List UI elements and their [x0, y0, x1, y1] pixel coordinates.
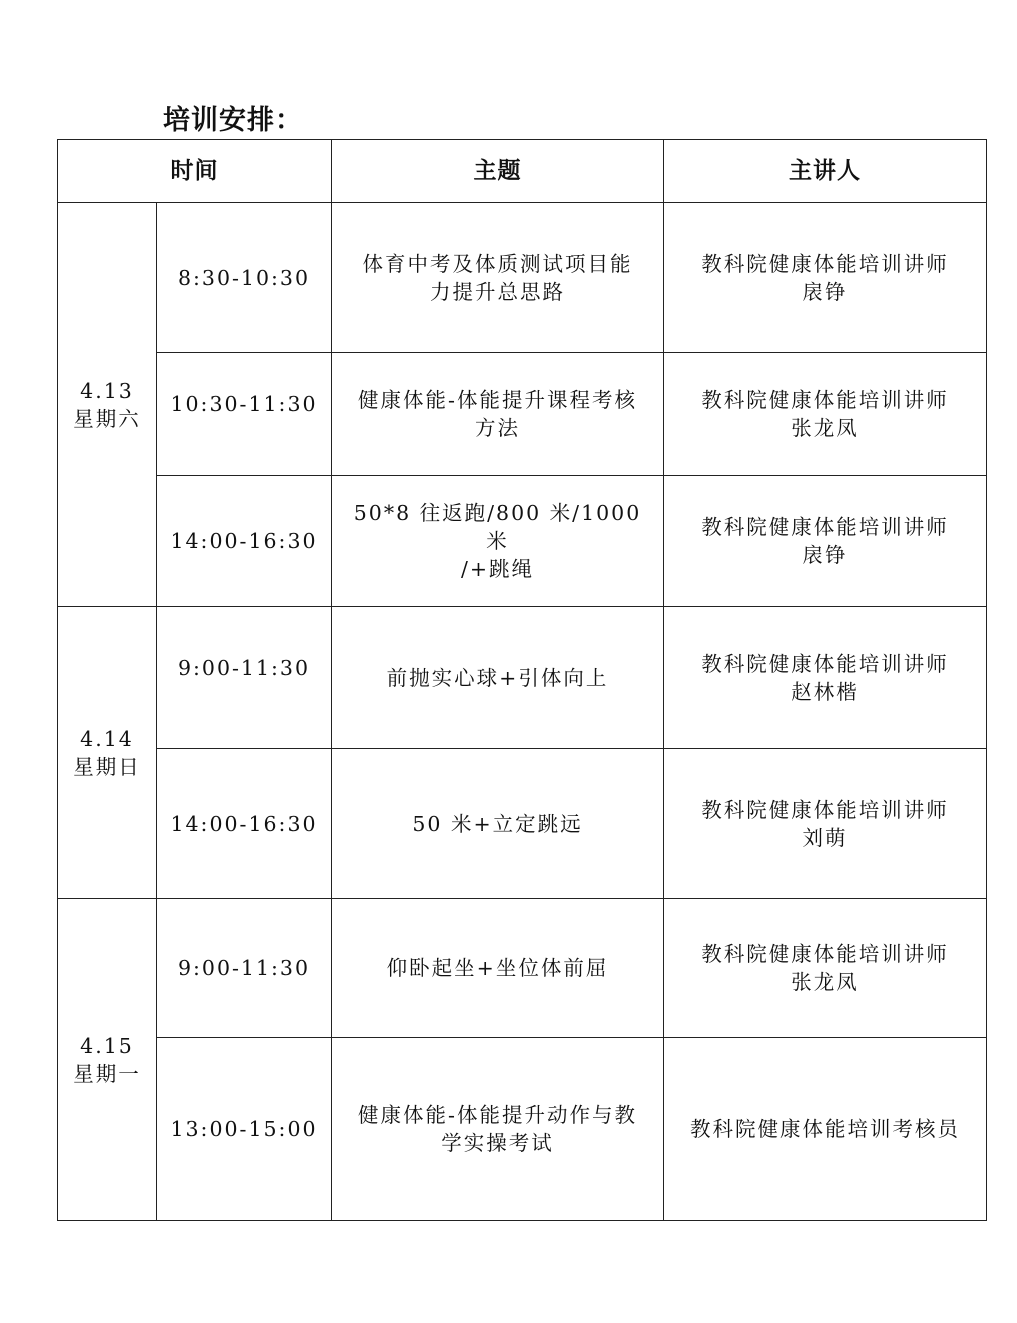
training-schedule-table	[57, 139, 987, 1221]
speaker-cell	[664, 353, 987, 476]
speaker-line: 刘萌	[802, 825, 848, 850]
speaker-line: 赵林楷	[791, 679, 859, 704]
table-row	[58, 476, 987, 607]
topic-cell	[332, 203, 664, 353]
table-row	[58, 749, 987, 899]
topic-cell	[332, 353, 664, 476]
speaker-cell	[664, 899, 987, 1038]
topic-line: 力提升总思路	[430, 279, 565, 304]
topic-line: 50*8 往返跑/800 米/1000 米	[353, 501, 642, 553]
time-cell: 8:30-10:30	[157, 203, 332, 353]
speaker-cell	[664, 203, 987, 353]
time-cell: 9:00-11:30	[157, 899, 332, 1038]
page-heading: 培训安排：	[163, 105, 303, 136]
time-cell: 14:00-16:30	[157, 749, 332, 899]
speaker-cell	[664, 749, 987, 899]
topic-cell	[332, 1038, 664, 1221]
speaker-cell	[664, 1038, 987, 1221]
date: 4.14	[80, 726, 134, 751]
speaker-line: 教科院健康体能培训讲师	[701, 251, 949, 276]
table-row	[58, 899, 987, 1038]
topic-line: 健康体能-体能提升动作与教	[358, 1103, 637, 1127]
table-row	[58, 1038, 987, 1221]
speaker-line: 扆铮	[802, 543, 848, 567]
date-cell	[58, 203, 157, 607]
speaker-line: 教科院健康体能培训讲师	[701, 942, 949, 966]
date-cell	[58, 607, 157, 899]
speaker-line: 教科院健康体能培训考核员	[690, 1117, 960, 1141]
time-text: 9:00-11:30	[177, 655, 311, 680]
header-time: 时间	[58, 140, 332, 203]
speaker-cell	[664, 476, 987, 607]
topic-line: 体育中考及体质测试项目能	[362, 251, 633, 276]
speaker-line: 扆铮	[802, 279, 848, 304]
table-row	[58, 203, 987, 353]
topic-line: 健康体能-体能提升课程考核	[358, 388, 637, 412]
speaker-cell	[664, 607, 987, 749]
table-row	[58, 353, 987, 476]
date: 4.15	[80, 1033, 134, 1058]
time-cell: 13:00-15:00	[157, 1038, 332, 1221]
topic-line: /+跳绳	[460, 557, 535, 581]
speaker-line: 张龙凤	[791, 416, 859, 440]
speaker-line: 教科院健康体能培训讲师	[701, 797, 949, 822]
header-row	[58, 140, 987, 203]
speaker-line: 张龙凤	[791, 970, 859, 994]
topic-cell	[332, 476, 664, 607]
time-cell	[157, 353, 332, 476]
topic-line: 仰卧起坐+坐位体前屈	[386, 956, 609, 980]
topic-cell	[332, 749, 664, 899]
topic-line: 方法	[475, 416, 520, 440]
time-cell: 14:00-16:30	[157, 476, 332, 607]
topic-line: 50 米+立定跳远	[412, 811, 583, 836]
weekday: 星期日	[73, 754, 141, 779]
speaker-line: 教科院健康体能培训讲师	[701, 388, 949, 412]
speaker-line: 教科院健康体能培训讲师	[701, 651, 949, 676]
topic-cell	[332, 607, 664, 749]
topic-line: 学实操考试	[441, 1131, 554, 1155]
topic-cell	[332, 899, 664, 1038]
speaker-line: 教科院健康体能培训讲师	[701, 515, 949, 539]
weekday: 星期一	[73, 1061, 141, 1086]
time-cell	[157, 607, 332, 749]
date-cell	[58, 899, 157, 1221]
table-row	[58, 607, 987, 749]
time-text: 10:30-11:30	[170, 392, 318, 416]
topic-line: 前抛实心球+引体向上	[386, 665, 609, 690]
weekday: 星期六	[73, 406, 141, 431]
date: 4.13	[80, 378, 134, 403]
header-speaker: 主讲人	[664, 140, 987, 203]
header-topic: 主题	[332, 140, 664, 203]
